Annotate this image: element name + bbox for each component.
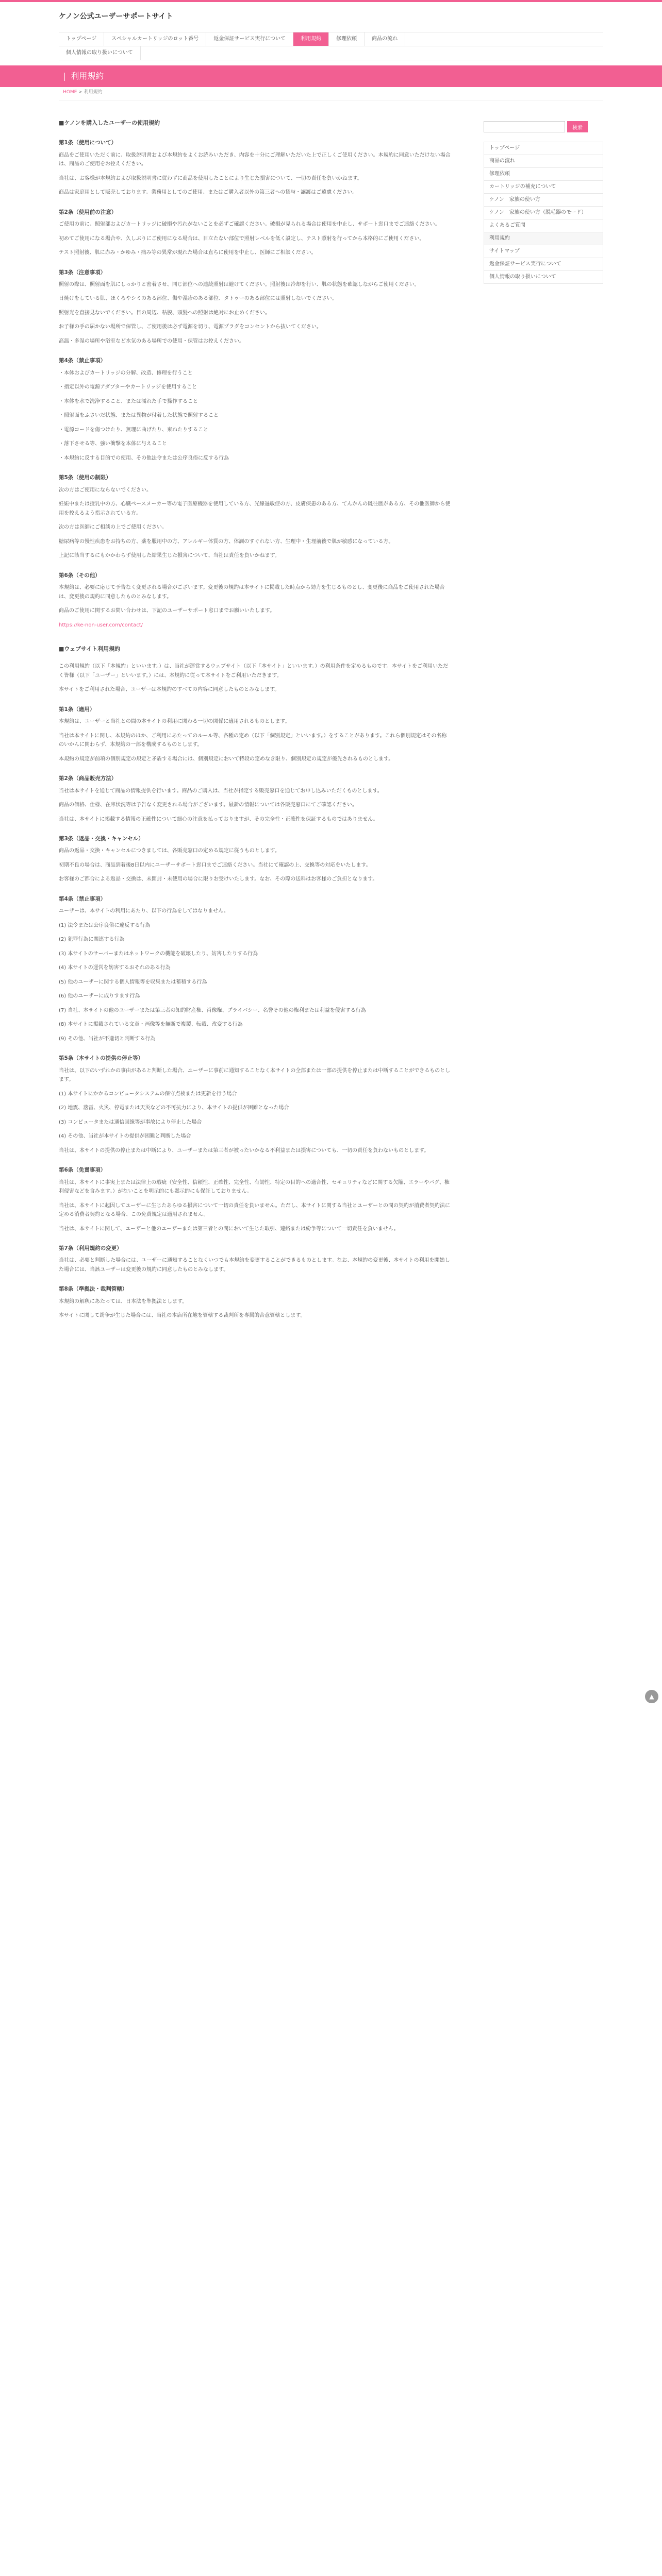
breadcrumb bbox=[59, 87, 603, 100]
section-paragraph: ・本体およびカートリッジの分解、改造、修理を行うこと bbox=[59, 370, 193, 376]
content-wrap bbox=[59, 118, 603, 2576]
section-paragraph: 商品は家庭用として販売しております。業務用としてのご使用、またはご購入者以外の第三者への貸与・譲渡はご遠慮ください。 bbox=[59, 190, 358, 196]
search-input[interactable] bbox=[484, 121, 565, 132]
section-paragraph: ・照射面をふさいだ状態、または異物が付着した状態で照射すること bbox=[59, 413, 219, 419]
side-item-refund[interactable]: 返金保証サービス実行について bbox=[484, 258, 603, 271]
nav-item-lot-number[interactable]: スペシャルカートリッジのロット番号 bbox=[104, 32, 206, 46]
search-box bbox=[484, 121, 603, 132]
section-paragraph: テスト照射後、肌に赤み・かゆみ・痛み等の異常が現れた場合は直ちに使用を中止し、医師にご相談ください。 bbox=[59, 250, 317, 256]
content-heading: ■ケノンを購入したユーザーの使用規約 bbox=[59, 120, 160, 126]
section-paragraph: ・電源コードを傷つけたり、無理に曲げたり、束ねたりすること bbox=[59, 427, 208, 433]
title-marker-icon: | bbox=[63, 71, 66, 81]
section-paragraph: 糖尿病等の慢性疾患をお持ちの方、薬を服用中の方、アレルギー体質の方、体調のすぐれない方、生理中・生理前後で肌が敏感になっている方。 bbox=[59, 538, 394, 545]
breadcrumb-current: 利用規約 bbox=[84, 90, 103, 95]
section-title: 第7条（利用規約の変更） bbox=[59, 1245, 122, 1251]
section-paragraph: お子様の手の届かない場所で保管し、ご使用後は必ず電源を切り、電源プラグをコンセントから抜いてください。 bbox=[59, 324, 322, 330]
section-paragraph: 当社は本サイトに関し、本規約のほか、ご利用にあたってのルール等、各種の定め（以下「個別規定」といいます。）をすることがあります。これら個別規定はその名称のいかんに関わらず、本規約の一部を構成するものとします。 bbox=[59, 733, 447, 748]
section-paragraph: (8) 本サイトに掲載されている文章・画像等を無断で複製、転載、改変する行為 bbox=[59, 1022, 243, 1028]
section-title: 第5条（本サイトの提供の停止等） bbox=[59, 1055, 144, 1062]
section-title: 第5条（使用の制限） bbox=[59, 474, 111, 481]
content-subheading: ■ウェブサイト利用規約 bbox=[59, 646, 121, 652]
section-paragraph: 本規約の解釈にあたっては、日本法を準拠法とします。 bbox=[59, 1298, 188, 1304]
section-paragraph: 照射の際は、照射面を肌にしっかりと密着させ、同じ部位への連続照射は避けてください。照射後は冷却を行い、肌の状態を確認しながらご使用ください。 bbox=[59, 281, 420, 287]
section-paragraph: ご使用の前に、照射部およびカートリッジに破損や汚れがないことを必ずご確認ください。破損が見られる場合は使用を中止し、サポート窓口までご連絡ください。 bbox=[59, 222, 440, 227]
side-item-terms[interactable]: 利用規約 bbox=[484, 232, 603, 245]
side-item-top[interactable]: トップページ bbox=[484, 142, 603, 155]
section-paragraph: (5) 他のユーザーに関する個人情報等を収集または蓄積する行為 bbox=[59, 979, 207, 985]
section-paragraph: 商品のご使用に関するお問い合わせは、下記のユーザーサポート窓口までお願いいたします。 bbox=[59, 608, 275, 614]
section-paragraph: 本サイトに関して紛争が生じた場合には、当社の本店所在地を管轄する裁判所を専属的合意管轄とします。 bbox=[59, 1313, 306, 1319]
page-title-band bbox=[0, 65, 662, 87]
section-paragraph: (7) 当社、本サイトの他のユーザーまたは第三者の知的財産権、肖像権、プライバシー、名誉その他の権利または利益を侵害する行為 bbox=[59, 1007, 366, 1013]
section-paragraph: 上記に該当するにもかかわらず使用した結果生じた損害について、当社は責任を負いかねます。 bbox=[59, 553, 280, 559]
side-item-faq[interactable]: よくあるご質問 bbox=[484, 219, 603, 232]
section-paragraph[interactable]: https://ke-non-user.com/contact/ bbox=[59, 622, 143, 628]
section-title: 第8条（準拠法・裁判管轄） bbox=[59, 1286, 128, 1293]
section-paragraph: 本サイトをご利用された場合、ユーザーは本規約のすべての内容に同意したものとみなします。 bbox=[59, 687, 280, 693]
section-paragraph: 商品の価格、仕様、在庫状況等は予告なく変更される場合がございます。最新の情報については各販売窓口にてご確認ください。 bbox=[59, 802, 357, 808]
section-title: 第1条（使用について） bbox=[59, 140, 117, 146]
main-content bbox=[59, 118, 456, 2576]
section-paragraph: 初期不良の場合は、商品到着後8日以内にユーザーサポート窓口までご連絡ください。当社にて確認の上、交換等の対応をいたします。 bbox=[59, 862, 371, 868]
section-paragraph: ・本規約に反する目的での使用、その他法令または公序良俗に反する行為 bbox=[59, 455, 229, 461]
section-title: 第1条（適用） bbox=[59, 706, 95, 713]
section-title: 第4条（禁止事項） bbox=[59, 895, 106, 902]
section-paragraph: 商品をご使用いただく前に、取扱説明書および本規約をよくお読みいただき、内容を十分にご理解いただいた上で正しくご使用ください。本規約に同意いただけない場合は、商品のご使用をお控えください。 bbox=[59, 152, 451, 167]
section-paragraph: お客様のご都合による返品・交換は、未開封・未使用の場合に限りお受けいたします。なお、その際の送料はお客様のご負担となります。 bbox=[59, 876, 378, 883]
section-title: 第6条（免責事項） bbox=[59, 1167, 106, 1174]
section-paragraph: (9) その他、当社が不適切と判断する行為 bbox=[59, 1036, 156, 1042]
section-paragraph: 本規約の規定が前項の個別規定の規定と矛盾する場合には、個別規定において特段の定めなき限り、個別規定の規定が優先されるものとします。 bbox=[59, 756, 394, 762]
section-title: 第6条（その他） bbox=[59, 572, 101, 579]
side-item-privacy[interactable]: 個人情報の取り扱いについて bbox=[484, 271, 603, 284]
section-paragraph: 当社は、本サイトに掲載する情報の正確性について細心の注意を払っておりますが、その完全性・正確性を保証するものではありません。 bbox=[59, 816, 378, 822]
section-paragraph: 当社は、本サイトに事実上または法律上の瑕疵（安全性、信頼性、正確性、完全性、有効性、特定の目的への適合性、セキュリティなどに関する欠陥、エラーやバグ、権利侵害などを含みます。）がないことを明示的にも黙示的にも保証しておりません。 bbox=[59, 1179, 450, 1194]
section-paragraph: ・落下させる等、強い衝撃を本体に与えること bbox=[59, 441, 167, 447]
nav-item-top[interactable]: トップページ bbox=[59, 32, 104, 46]
search-button[interactable]: 検索 bbox=[567, 121, 588, 132]
side-item-sitemap[interactable]: サイトマップ bbox=[484, 245, 603, 258]
side-item-repair[interactable]: 修理依頼 bbox=[484, 168, 603, 181]
side-item-cartridge[interactable]: カートリッジの補充について bbox=[484, 181, 603, 194]
section-paragraph: 当社は、本サイトに関して、ユーザーと他のユーザーまたは第三者との間において生じた取引、連絡または紛争等について一切責任を負いません。 bbox=[59, 1226, 399, 1232]
sidebar bbox=[484, 118, 603, 2576]
section-paragraph: (6) 他のユーザーに成りすます行為 bbox=[59, 993, 140, 999]
section-paragraph: 商品の返品・交換・キャンセルにつきましては、各販売窓口の定める規定に従うものとします。 bbox=[59, 848, 280, 854]
nav-item-refund[interactable]: 返金保証サービス実行について bbox=[206, 32, 293, 46]
site-header bbox=[0, 0, 662, 32]
section-paragraph: 初めてご使用になる場合や、久しぶりにご使用になる場合は、目立たない部位で照射レベルを低く設定し、テスト照射を行ってから本格的にご使用ください。 bbox=[59, 235, 425, 242]
side-item-family-mode[interactable]: ケノン 家族の使い方（脱毛器のモード） bbox=[484, 207, 603, 219]
section-paragraph: ・指定以外の電源アダプターやカートリッジを使用すること bbox=[59, 384, 197, 391]
nav-item-repair[interactable]: 修理依頼 bbox=[329, 32, 365, 46]
section-paragraph: ユーザーは、本サイトの利用にあたり、以下の行為をしてはなりません。 bbox=[59, 908, 229, 914]
section-paragraph: 次の方は医師にご相談の上でご使用ください。 bbox=[59, 524, 167, 531]
section-paragraph: (3) コンピュータまたは通信回線等が事故により停止した場合 bbox=[59, 1119, 202, 1125]
page-top-button[interactable] bbox=[645, 1690, 658, 1703]
section-paragraph: (4) その他、当社が本サイトの提供が困難と判断した場合 bbox=[59, 1133, 191, 1140]
page-title-text: 利用規約 bbox=[71, 71, 104, 81]
arrow-up-icon: ▲ bbox=[649, 1693, 654, 1700]
section-paragraph: (1) 本サイトにかかるコンピュータシステムの保守点検または更新を行う場合 bbox=[59, 1091, 237, 1097]
nav-item-flow[interactable]: 商品の流れ bbox=[365, 32, 405, 46]
breadcrumb-home[interactable]: HOME bbox=[63, 90, 77, 95]
section-paragraph: (4) 本サイトの運営を妨害するおそれのある行為 bbox=[59, 965, 171, 971]
section-paragraph: 妊娠中または授乳中の方、心臓ペースメーカー等の電子医療機器を使用している方、光線過敏症の方、皮膚疾患のある方、てんかんの既往歴がある方、その他医師から使用を控えるよう指示されている方。 bbox=[59, 501, 451, 516]
section-paragraph: 当社は、必要と判断した場合には、ユーザーに通知することなくいつでも本規約を変更することができるものとします。なお、本規約の変更後、本サイトの利用を開始した場合には、当該ユーザーは変更後の規約に同意したものとみなします。 bbox=[59, 1258, 450, 1273]
section-title: 第3条（注意事項） bbox=[59, 269, 106, 276]
nav-item-terms[interactable]: 利用規約 bbox=[293, 32, 329, 46]
section-paragraph: 当社は、本サイトに起因してユーザーに生じたあらゆる損害について一切の責任を負いません。ただし、本サイトに関する当社とユーザーとの間の契約が消費者契約法に定める消費者契約となる場合、この免責規定は適用されません。 bbox=[59, 1202, 450, 1217]
section-paragraph: 当社は、本サイトの提供の停止または中断により、ユーザーまたは第三者が被ったいかなる不利益または損害についても、一切の責任を負わないものとします。 bbox=[59, 1147, 429, 1154]
breadcrumb-sep: > bbox=[77, 90, 84, 95]
section-paragraph: (2) 地震、落雷、火災、停電または天災などの不可抗力により、本サイトの提供が困難となった場合 bbox=[59, 1105, 289, 1111]
site-title[interactable]: ケノン公式ユーザーサポートサイト bbox=[59, 12, 173, 21]
page-title bbox=[59, 65, 603, 87]
side-item-family-usage[interactable]: ケノン 家族の使い方 bbox=[484, 194, 603, 207]
section-title: 第2条（使用前の注意） bbox=[59, 209, 117, 215]
section-paragraph: 高温・多湿の場所や浴室など水気のある場所での使用・保管はお控えください。 bbox=[59, 338, 244, 344]
section-paragraph: 日焼けをしている肌、ほくろやシミのある部位、傷や湿疹のある部位、タトゥーのある部位には照射しないでください。 bbox=[59, 296, 337, 302]
section-paragraph: (3) 本サイトのサーバーまたはネットワークの機能を破壊したり、妨害したりする行為 bbox=[59, 951, 258, 957]
section-paragraph: 照射光を直接見ないでください。目の周辺、粘膜、頭髪への照射は絶対にお止めください。 bbox=[59, 310, 270, 316]
side-item-flow[interactable]: 商品の流れ bbox=[484, 155, 603, 168]
section-title: 第2条（商品販売方法） bbox=[59, 775, 117, 782]
nav-item-privacy[interactable]: 個人情報の取り扱いについて bbox=[59, 46, 141, 60]
section-paragraph: 次の方はご使用にならないでください。 bbox=[59, 487, 152, 493]
terms-sections bbox=[59, 138, 451, 1320]
section-paragraph: 当社は、お客様が本規約および取扱説明書に従わずに商品を使用したことにより生じた損害について、一切の責任を負いかねます。 bbox=[59, 175, 362, 181]
section-paragraph: (1) 法令または公序良俗に違反する行為 bbox=[59, 922, 151, 928]
section-paragraph: (2) 犯罪行為に関連する行為 bbox=[59, 937, 125, 943]
global-nav bbox=[59, 32, 603, 60]
side-nav bbox=[484, 142, 603, 284]
section-paragraph: ・本体を水で洗浄すること、または濡れた手で操作すること bbox=[59, 398, 198, 404]
section-title: 第4条（禁止事項） bbox=[59, 358, 106, 364]
global-nav-row2 bbox=[59, 46, 603, 60]
section-paragraph: 本規約は、ユーザーと当社との間の本サイトの利用に関わる一切の関係に適用されるものとします。 bbox=[59, 719, 290, 725]
section-paragraph: 本規約は、必要に応じて予告なく変更される場合がございます。変更後の規約は本サイトに掲載した時点から効力を生じるものとし、変更後に商品をご使用された場合は、変更後の規約に同意したものとみなします。 bbox=[59, 585, 445, 600]
section-title: 第3条（返品・交換・キャンセル） bbox=[59, 836, 144, 842]
section-paragraph: 当社は、以下のいずれかの事由があると判断した場合、ユーザーに事前に通知することなく本サイトの全部または一部の提供を停止または中断することができるものとします。 bbox=[59, 1067, 451, 1083]
section-paragraph: この利用規約（以下「本規約」といいます。）は、当社が運営するウェブサイト（以下「本サイト」といいます。）の利用条件を定めるものです。本サイトをご利用いただく皆様（以下「ユーザー」といいます。）には、本規約に従って本サイトをご利用いただきます。 bbox=[59, 664, 449, 679]
section-paragraph: 当社は本サイトを通じて商品の情報提供を行います。商品のご購入は、当社が指定する販売窓口を通じてお申し込みいただくものとします。 bbox=[59, 788, 383, 794]
